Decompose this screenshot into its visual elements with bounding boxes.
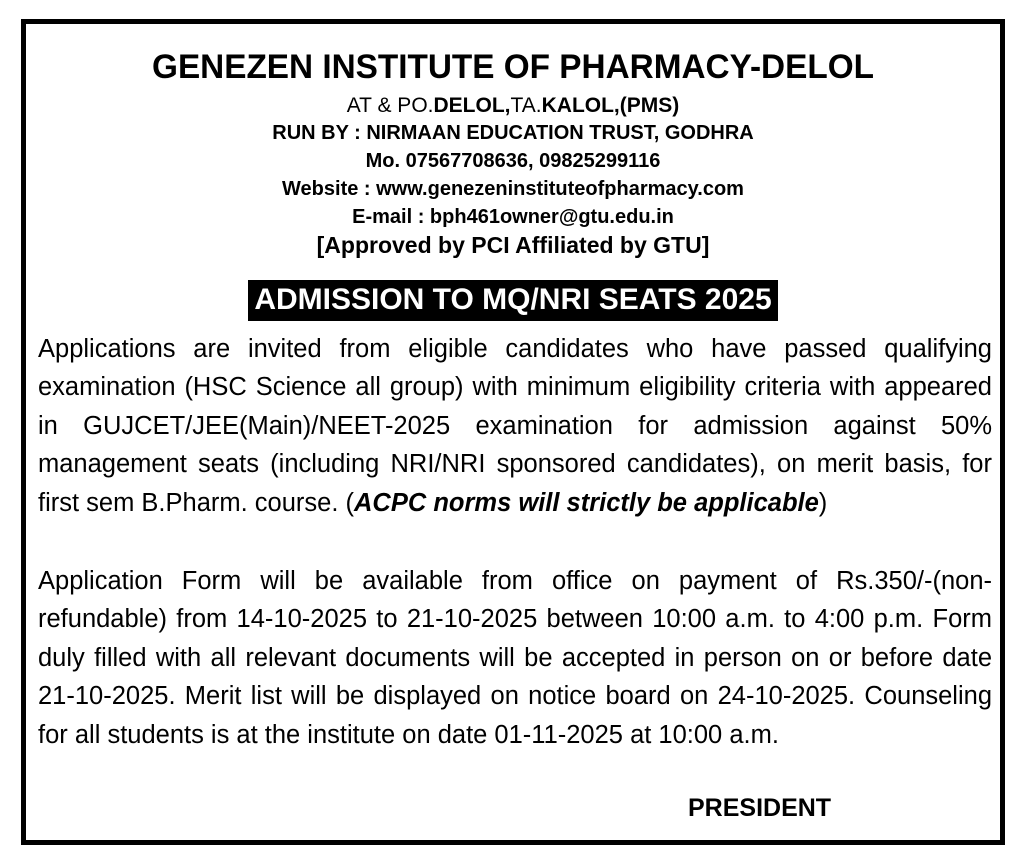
signature: PRESIDENT [688, 794, 832, 822]
address-taluka: KALOL,(PMS) [541, 94, 680, 117]
institute-title: GENEZEN INSTITUTE OF PHARMACY-DELOL [152, 48, 874, 86]
address-place: DELOL, [433, 94, 511, 117]
paragraph-eligibility [38, 330, 992, 522]
email: E-mail : bph461owner@gtu.edu.in [352, 206, 674, 228]
eligibility-text: Applications are invited from eligible candidates who have passed qualifying examination (HSC Science all group) with minimum eligibility criteria with appeared in GUJCET/JEE(Main)/NEET-2025 examination for admission against 50% management seats (including NRI/NRI sponsored candidates), on merit basis, for first sem B.Pharm. course. ( [38, 335, 992, 517]
run-by: RUN BY : NIRMAAN EDUCATION TRUST, GODHRA [272, 122, 754, 144]
notice-frame [21, 19, 1005, 845]
website: Website : www.genezeninstituteofpharmacy.com [282, 178, 744, 200]
paragraph-application-form: Application Form will be available from office on payment of Rs.350/-(non-refundable) from 14-10-2025 to 21-10-2025 between 10:00 a.m. to 4:00 p.m. Form duly filled with all relevant documents will be accepted in person on or before date 21-10-2025. Merit list will be displayed on notice board on 24-10-2025. Counseling for all students is at the institute on date 01-11-2025 at 10:00 a.m. [38, 567, 992, 749]
address-taluka-prefix: TA. [510, 94, 542, 117]
close-paren: ) [818, 488, 828, 517]
admission-banner: ADMISSION TO MQ/NRI SEATS 2025 [248, 280, 777, 321]
approval-line: [Approved by PCI Affiliated by GTU] [316, 232, 710, 258]
mobile-numbers: Mo. 07567708636, 09825299116 [365, 150, 661, 172]
banner-wrap [26, 280, 1000, 321]
acpc-note: ACPC norms will strictly be applicable [354, 488, 819, 517]
address-prefix: AT & PO. [346, 94, 434, 117]
institute-address [26, 94, 1000, 118]
